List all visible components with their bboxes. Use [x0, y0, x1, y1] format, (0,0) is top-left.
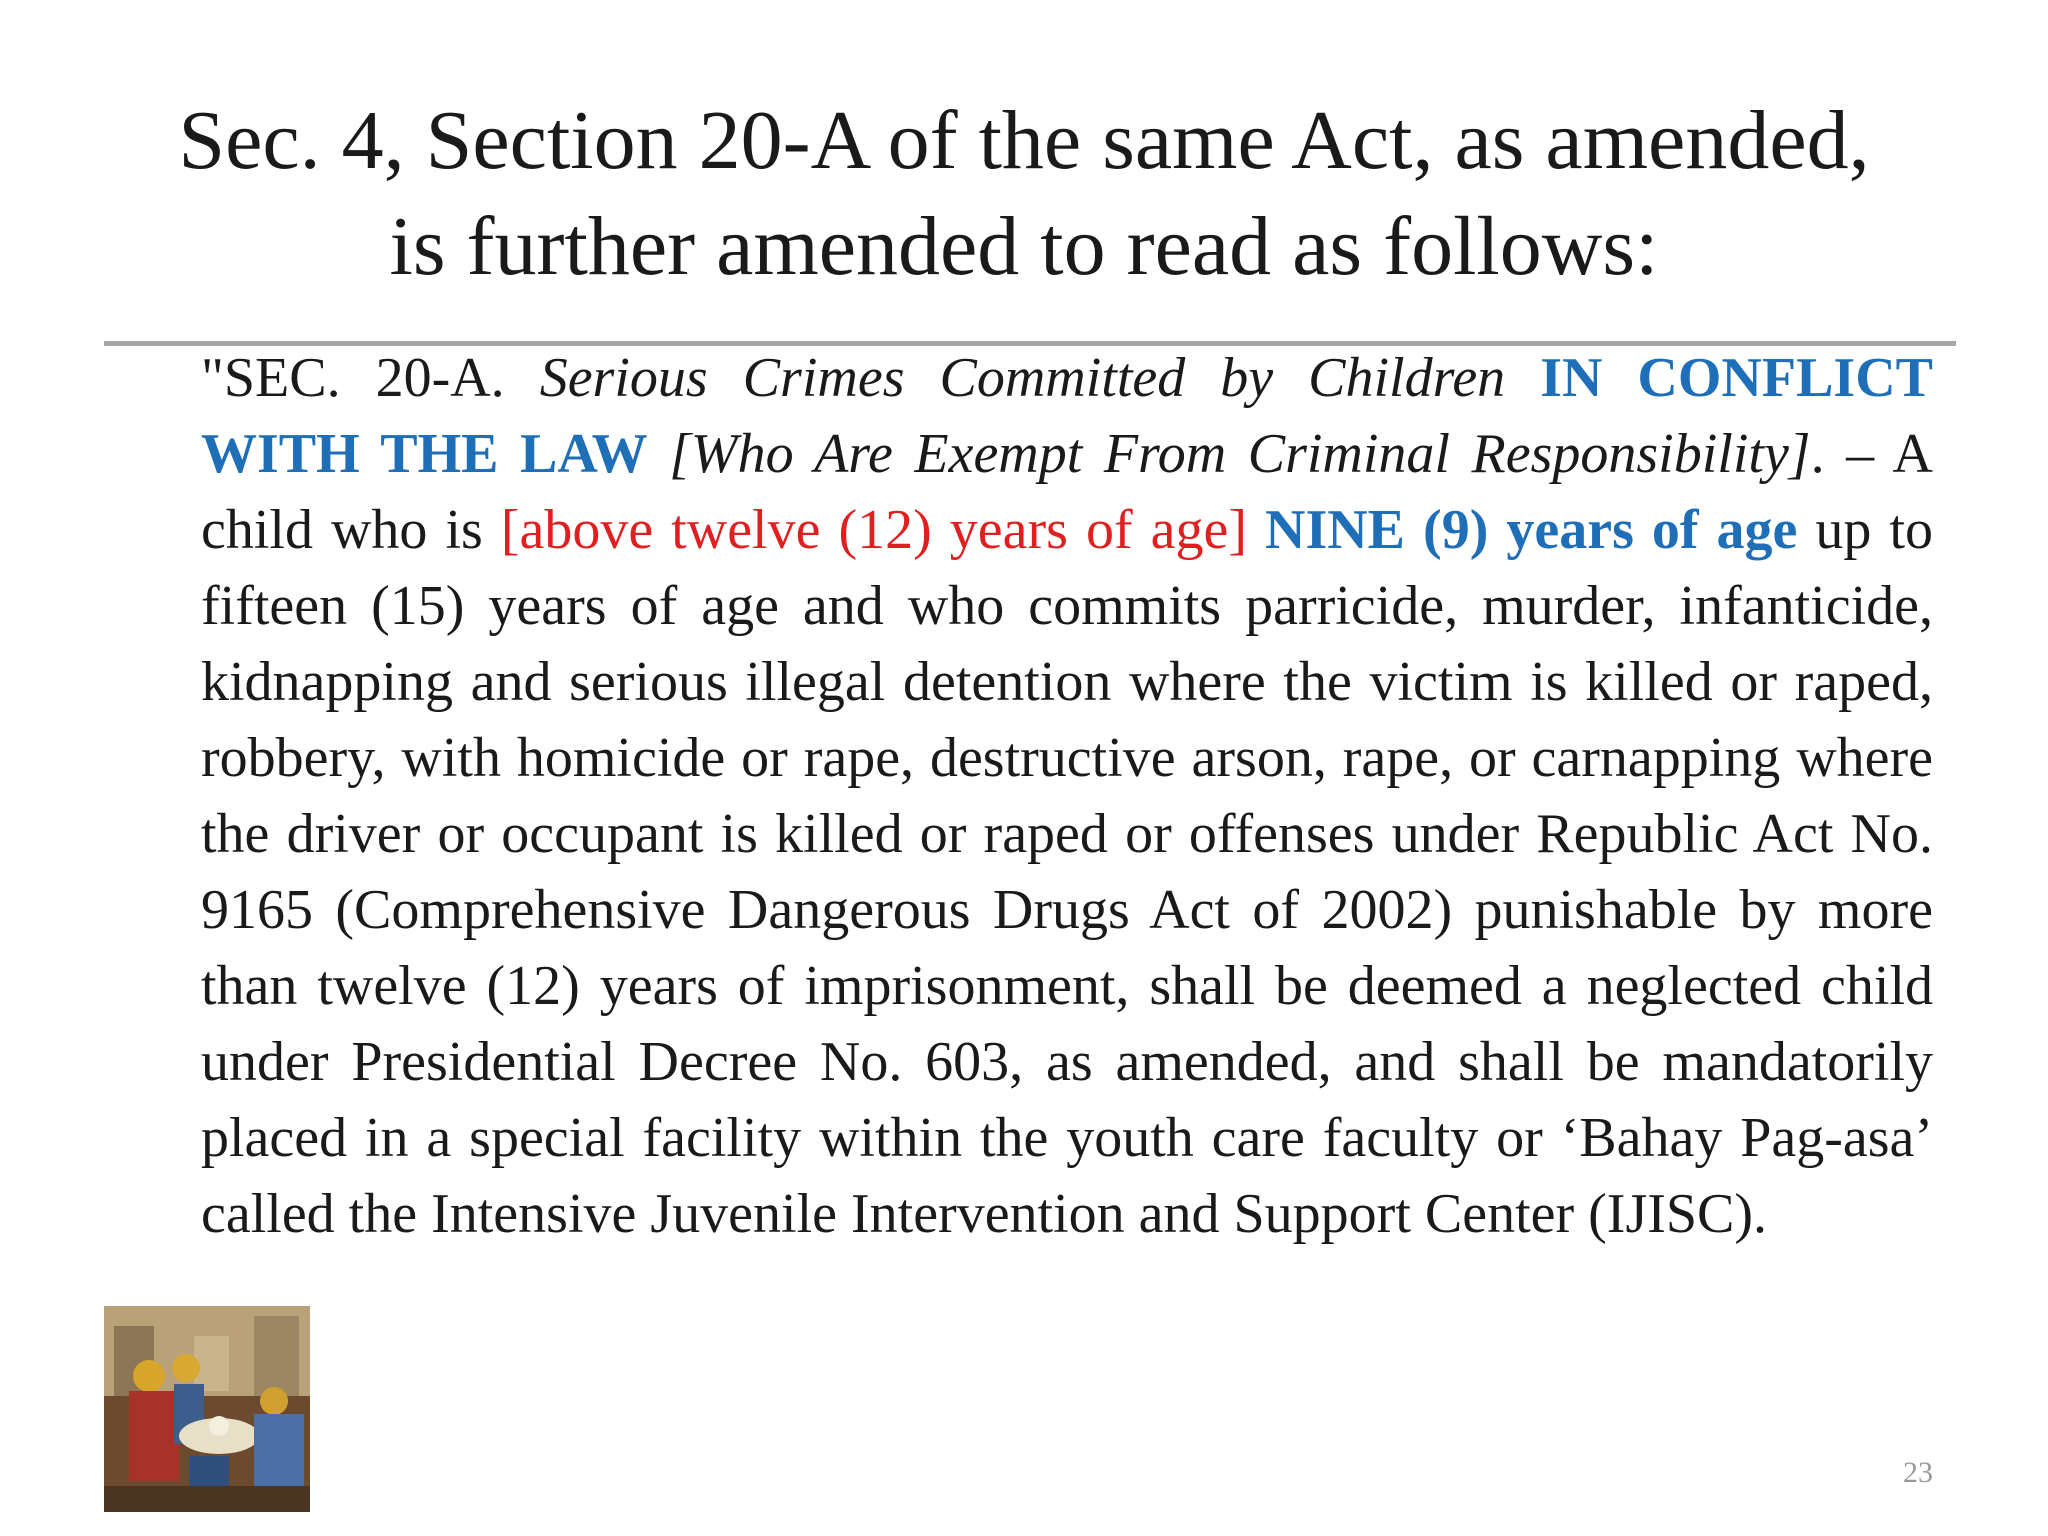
inserted-age-text: NINE (9) years of age [1265, 499, 1798, 561]
painting-icon [104, 1306, 310, 1512]
page-number: 23 [1903, 1456, 1933, 1489]
slide-title [60, 88, 1988, 300]
slide-title-line-1: Sec. 4, Section 20-A of the same Act, as amended, [178, 94, 1870, 187]
section-intro: "SEC. 20-A. [201, 347, 505, 409]
inserted-heading-text: IN CONFLICT WITH THE LAW [201, 347, 1934, 485]
slide-title-line-2: is further amended to read as follows: [389, 200, 1659, 293]
section-text [201, 340, 1933, 1252]
section-body-text: up to fifteen (15) years of age and who commits parricide, murder, infanticide, kidnapping and serious illegal detention where the victim is killed or raped, robbery, with homicide or rape, destructive arson, rape, or carnapping where the driver or occupant is killed or raped or offenses under Republic Act No. 9165 (Comprehensive Dangerous Drugs Act of 2002) punishable by more than twelve (12) years of imprisonment, shall be deemed a neglected child under Presidential Decree No. 603, as amended, and shall be mandatorily placed in a special facility within the youth care faculty or ‘Bahay Pag-asa’ called the Intensive Juvenile Intervention and Support Center (IJISC). [201, 499, 1933, 1245]
deleted-heading-text: [Who Are Exempt From Criminal Responsibility] [669, 423, 1811, 485]
section-heading: Serious Crimes Committed by Children [539, 347, 1506, 409]
section-lead-in: . – A child who is [201, 423, 1933, 561]
deleted-age-text: [above twelve (12) years of age] [500, 499, 1247, 561]
religious-icon-painting [104, 1306, 310, 1512]
